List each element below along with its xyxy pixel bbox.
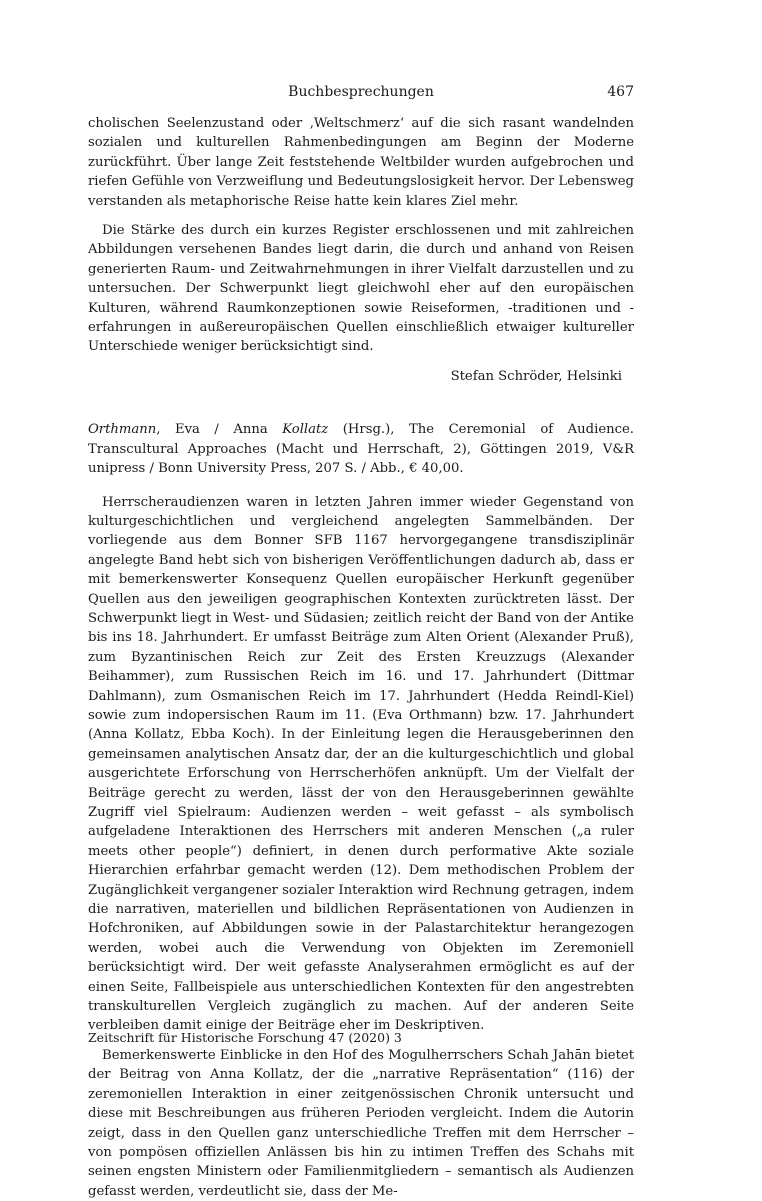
running-header [88, 84, 634, 104]
paragraph-review-kollatz: Bemerkenswerte Einblicke in den Hof des Mogulherrschers Schah Jahān bietet der Beitrag von Anna Kollatz, der die „narrative Repräsentation“ (116) der zeremoniellen Interaktion in einer zeitgenössischen Chronik untersucht und diese mit Beschreibungen aus früheren Perioden vergleicht. Indem die Autorin zeigt, dass in den Quellen ganz unterschiedliche Treffen mit dem Herrscher – von pompösen offiziellen Anlässen bis hin zu intimen Treffen des Schahs mit seinen engsten Ministern oder Familienmitgliedern – semantisch als Audienzen gefasst werden, verdeutlicht sie, dass der Me- [88, 1047, 634, 1199]
page-number: 467 [607, 84, 634, 100]
reviewer-signature: Stefan Schröder, Helsinki [450, 368, 622, 384]
citation-author-1: Orthmann [88, 422, 157, 438]
section-title: Buchbesprechungen [288, 84, 434, 100]
paragraph-review-conclusion: Die Stärke des durch ein kurzes Register erschlossenen und mit zahlreichen Abbildungen versehenen Bandes liegt darin, die durch und anhand von Reisen generierten Raum- und Zeitwahrnehmungen in ihrer Vielfalt darzustellen und zu untersuchen. Der Schwerpunkt liegt gleichwohl eher auf den europäischen Kulturen, während Raumkonzeptionen sowie Reiseformen, -traditionen und -erfahrungen in außereuropäischen Quellen einschließlich etwaiger kultureller Unterschiede weniger berücksichtigt sind. [88, 223, 634, 355]
citation-author-2: Kollatz [282, 422, 329, 438]
paragraph-continuation: cholischen Seelenzustand oder ‚Weltschmerz‘ auf die sich rasant wandelnden sozialen und kulturellen Rahmenbedingungen am Beginn der Moderne zurückführt. Über lange Zeit feststehende Weltbilder wurden aufgebrochen und riefen Gefühle von Verzweiflung und Bedeutungslosigkeit hervor. Der Lebensweg verstanden als metaphorische Reise hatte kein klares Ziel mehr. [88, 116, 634, 209]
book-citation [88, 420, 634, 478]
paragraph-review-intro: Herrscheraudienzen waren in letzten Jahren immer wieder Gegenstand von kulturgeschichtlichen und vergleichend angelegten Sammelbänden. Der vorliegende aus dem Bonner SFB 1167 hervorgegangene transdisziplinär angelegte Band hebt sich von bisherigen Veröffentlichungen dadurch ab, dass er mit bemerkenswerter Konsequenz Quellen europäischer Herkunft gegenüber Quellen aus den jeweiligen geographischen Kontexten zurücktreten lässt. Der Schwerpunkt liegt in West- und Südasien; zeitlich reicht der Band von der Antike bis ins 18. Jahrhundert. Er umfasst Beiträge zum Alten Orient (Alexander Pruß), zum Byzantinischen Reich zur Zeit des Ersten Kreuzzugs (Alexander Beihammer), zum Russischen Reich im 16. und 17. Jahrhundert (Dittmar Dahlmann), zum Osmanischen Reich im 17. Jahrhundert (Hedda Reindl-Kiel) sowie zum indopersischen Raum im 11. (Eva Orthmann) bzw. 17. Jahrhundert (Anna Kollatz, Ebba Koch). In der Einleitung legen die Herausgeberinnen den gemeinsamen analytischen Ansatz dar, der an die kulturgeschichtlich und global ausgerichtete Erforschung von Herrscherhöfen anknüpft. Um der Vielfalt der Beiträge gerecht zu werden, lässt der von den Herausgeberinnen gewählte Zugriff viel Spielraum: Audienzen werden – weit gefasst – als symbolisch aufgeladene Interaktionen des Herrschers mit anderen Menschen („a ruler meets other people“) definiert, in denen durch performative Akte soziale Hierarchien erfahrbar gemacht werden (12). Dem methodischen Problem der Zugänglichkeit vergangener sozialer Interaktion wird Rechnung getragen, indem die narrativen, materiellen und bildlichen Repräsentationen von Audienzen in Hofchroniken, auf Abbildungen sowie in der Palastarchitektur herangezogen werden, wobei auch die Verwendung von Objekten im Zeremoniell berücksichtigt wird. Der weit gefasste Analyserahmen ermöglicht es auf der einen Seite, Fallbeispiele aus unterschiedlichen Kontexten für den angestrebten transkulturellen Vergleich zugänglich zu machen. Auf der anderen Seite verbleiben damit einige der Beiträge eher im Deskriptiven. [88, 494, 634, 1034]
journal-footer: Zeitschrift für Historische Forschung 47 (2020) 3 [88, 1030, 402, 1045]
citation-text-1: , Eva / Anna [156, 422, 283, 438]
citation-text-2: (Hrsg.), The Ceremonial of Audience. Transcultural Approaches (Macht und Herrschaft, 2), Göttingen 2019, V&R unipress / Bonn University Press, 207 S. / Abb., € 40,00. [88, 422, 635, 477]
